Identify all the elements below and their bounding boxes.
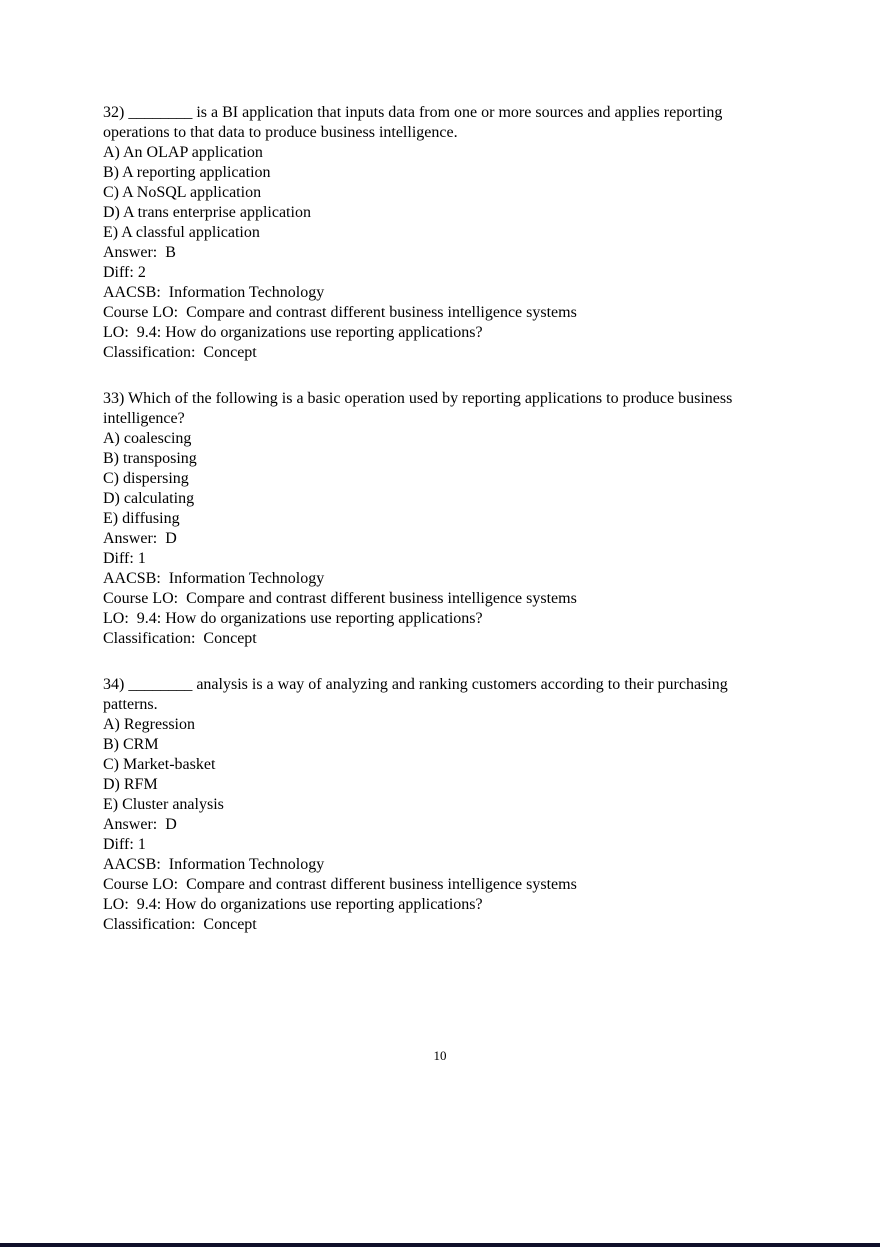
answer-option: C) Market-basket <box>103 756 216 773</box>
course-lo-line: Course LO: Compare and contrast different business intelligence systems <box>103 876 577 893</box>
question-block <box>103 389 775 649</box>
answer-option: E) A classful application <box>103 224 260 241</box>
classification-line: Classification: Concept <box>103 630 257 647</box>
answer-option: C) A NoSQL application <box>103 184 262 201</box>
answer-option: A) Regression <box>103 716 195 733</box>
answer-option: A) coalescing <box>103 430 192 447</box>
aacsb-line: AACSB: Information Technology <box>103 570 325 587</box>
classification-line: Classification: Concept <box>103 916 257 933</box>
course-lo-line: Course LO: Compare and contrast different business intelligence systems <box>103 590 577 607</box>
question-block <box>103 675 775 935</box>
aacsb-line: AACSB: Information Technology <box>103 856 325 873</box>
answer-option: B) transposing <box>103 450 197 467</box>
page-content <box>103 103 775 961</box>
answer-option: E) diffusing <box>103 510 180 527</box>
bottom-edge-strip <box>0 1243 880 1247</box>
answer-option: D) calculating <box>103 490 195 507</box>
aacsb-line: AACSB: Information Technology <box>103 284 325 301</box>
answer-option: B) CRM <box>103 736 159 753</box>
lo-line: LO: 9.4: How do organizations use reporting applications? <box>103 324 483 341</box>
question-stem: 33) Which of the following is a basic operation used by reporting applications to produce business intelligence? <box>103 390 737 427</box>
answer-option: B) A reporting application <box>103 164 271 181</box>
question-stem: 34) ________ analysis is a way of analyzing and ranking customers according to their purchasing patterns. <box>103 676 732 713</box>
answer-option: A) An OLAP application <box>103 144 263 161</box>
course-lo-line: Course LO: Compare and contrast different business intelligence systems <box>103 304 577 321</box>
answer-option: E) Cluster analysis <box>103 796 224 813</box>
diff-line: Diff: 1 <box>103 550 146 567</box>
answer-option: D) RFM <box>103 776 158 793</box>
page-number: 10 <box>433 1048 447 1063</box>
question-stem: 32) ________ is a BI application that inputs data from one or more sources and applies reporting operations to that data to produce business intelligence. <box>103 104 727 141</box>
diff-line: Diff: 2 <box>103 264 146 281</box>
diff-line: Diff: 1 <box>103 836 146 853</box>
answer-option: D) A trans enterprise application <box>103 204 311 221</box>
answer-option: C) dispersing <box>103 470 189 487</box>
classification-line: Classification: Concept <box>103 344 257 361</box>
answer-line: Answer: B <box>103 244 176 261</box>
answer-line: Answer: D <box>103 816 177 833</box>
lo-line: LO: 9.4: How do organizations use reporting applications? <box>103 610 483 627</box>
answer-line: Answer: D <box>103 530 177 547</box>
question-block <box>103 103 775 363</box>
lo-line: LO: 9.4: How do organizations use reporting applications? <box>103 896 483 913</box>
